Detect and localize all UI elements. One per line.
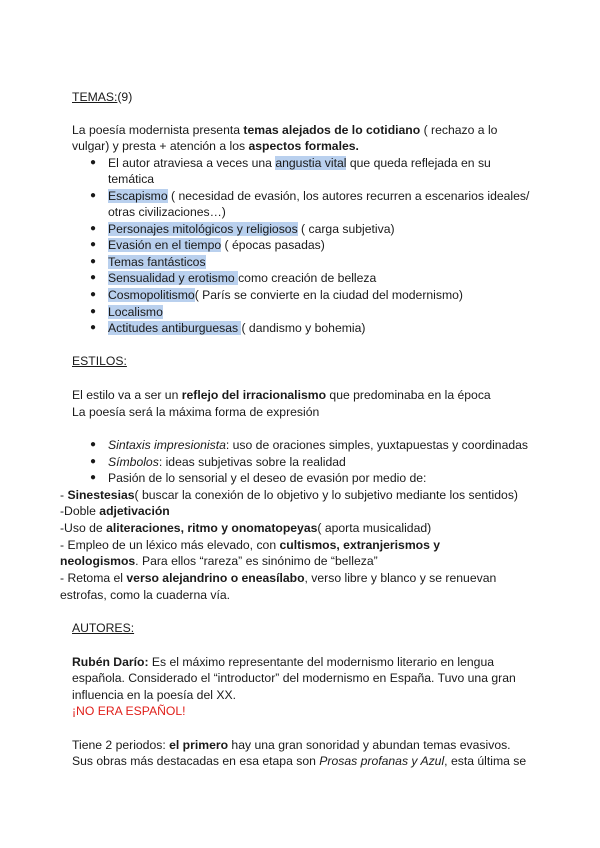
temas-intro-line-2: vulgar) y presta + atención a los aspectos formales.	[72, 139, 359, 153]
bullet-icon: ●	[90, 306, 97, 317]
bullet-icon: ●	[90, 472, 97, 483]
list-item: ● Escapismo ( necesidad de evasión, los autores recurren a escenarios ideales/	[90, 189, 530, 203]
ruben-dario-line-1: Rubén Darío: Es el máximo representante del modernismo literario en lengua	[72, 655, 495, 669]
dash-item: - Empleo de un léxico más elevado, con cultismos, extranjerismos y	[60, 538, 441, 552]
list-item: ● Localismo	[90, 305, 163, 319]
estilos-heading: ESTILOS:	[72, 354, 127, 368]
dash-item: - Retoma el verso alejandrino o eneasílabo, verso libre y blanco y se renuevan	[60, 571, 497, 585]
bullet-icon: ●	[90, 190, 97, 201]
dash-item: - Sinestesias( buscar la conexión de lo objetivo y lo subjetivo mediante los sentidos)	[60, 488, 518, 502]
list-item: ● Pasión de lo sensorial y el deseo de evasión por medio de:	[90, 471, 427, 485]
estilos-paragraph-1: El estilo va a ser un reflejo del irracionalismo que predominaba en la época	[72, 388, 491, 402]
list-item-continuation: otras civilizaciones…)	[108, 205, 226, 219]
bullet-icon: ●	[90, 322, 97, 333]
obras-line: Sus obras más destacadas en esa etapa son Prosas profanas y Azul, esta última se	[72, 754, 527, 768]
bullet-icon: ●	[90, 157, 97, 168]
list-item: ● Sensualidad y erotismo como creación de belleza	[90, 271, 377, 285]
ruben-dario-note: ¡NO ERA ESPAÑOL!	[72, 704, 186, 718]
estilos-paragraph-2: La poesía será la máxima forma de expresión	[72, 405, 320, 419]
list-item: ● Personajes mitológicos y religiosos ( carga subjetiva)	[90, 222, 395, 236]
temas-heading: TEMAS:(9)	[72, 90, 133, 104]
bullet-icon: ●	[90, 256, 97, 267]
bullet-icon: ●	[90, 223, 97, 234]
list-item: ● Símbolos: ideas subjetivas sobre la realidad	[90, 455, 346, 469]
bullet-icon: ●	[90, 289, 97, 300]
list-item: ● El autor atraviesa a veces una angustia vital que queda reflejada en su	[90, 156, 491, 170]
bullet-icon: ●	[90, 272, 97, 283]
bullet-icon: ●	[90, 439, 97, 450]
temas-intro-line-1: La poesía modernista presenta temas alejados de lo cotidiano ( rechazo a lo	[72, 123, 498, 137]
periodos-line: Tiene 2 periodos: el primero hay una gran sonoridad y abundan temas evasivos.	[72, 738, 511, 752]
autores-heading: AUTORES:	[72, 621, 135, 635]
ruben-dario-line-3: influencia en la poesía del XX.	[72, 688, 236, 702]
dash-item-continuation: neologismos. Para ellos “rareza” es sinónimo de “belleza”	[60, 554, 378, 568]
ruben-dario-line-2: española. Considerado el “introductor” del modernismo en España. Tuvo una gran	[72, 671, 516, 685]
list-item: ● Temas fantásticos	[90, 255, 206, 269]
list-item: ● Sintaxis impresionista: uso de oraciones simples, yuxtapuestas y coordinadas	[90, 438, 529, 452]
list-item: ● Actitudes antiburguesas ( dandismo y bohemia)	[90, 321, 366, 335]
list-item: ● Cosmopolitismo( París se convierte en la ciudad del modernismo)	[90, 288, 463, 302]
dash-item: -Doble adjetivación	[60, 504, 170, 518]
dash-item: -Uso de aliteraciones, ritmo y onomatopeyas( aporta musicalidad)	[60, 521, 432, 535]
bullet-icon: ●	[90, 456, 97, 467]
list-item: ● Evasión en el tiempo ( épocas pasadas)	[90, 238, 325, 252]
list-item-continuation: temática	[108, 172, 155, 186]
dash-item-continuation: estrofas, como la cuaderna vía.	[60, 588, 231, 602]
bullet-icon: ●	[90, 239, 97, 250]
